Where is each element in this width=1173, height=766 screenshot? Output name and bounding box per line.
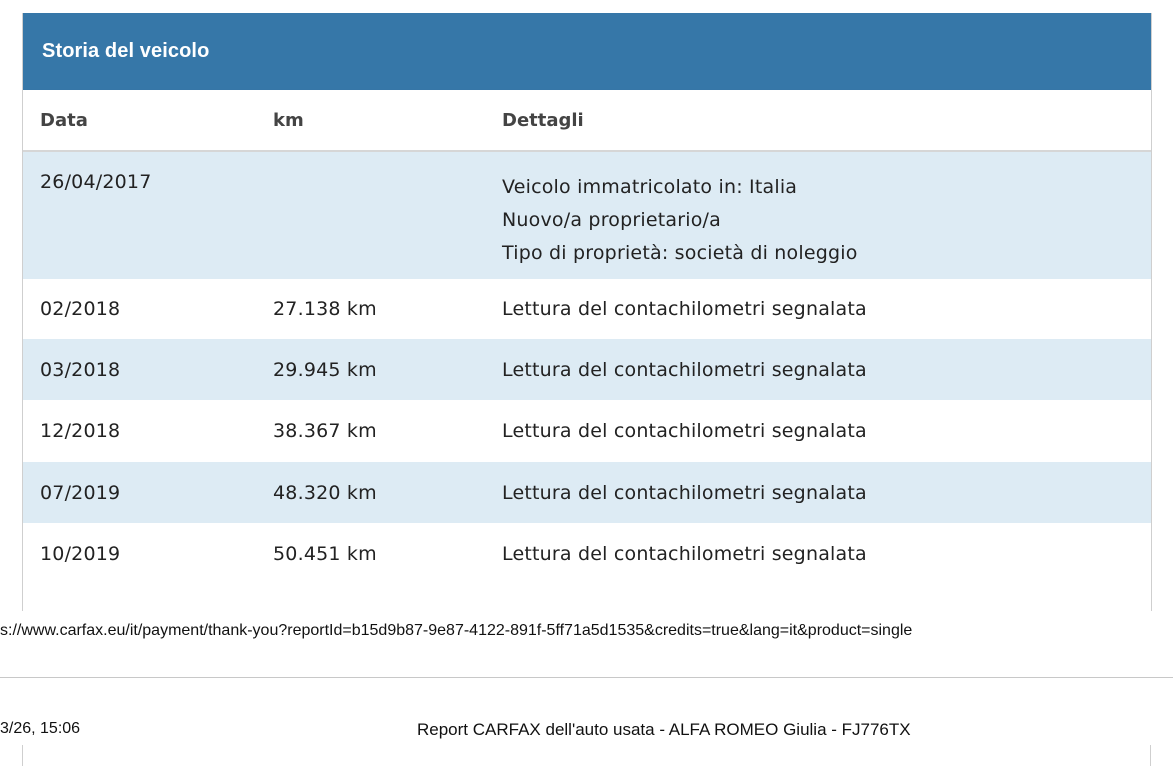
row-date: 10/2019 <box>40 542 121 565</box>
print-page-title: Report CARFAX dell'auto usata - ALFA ROMEO Giulia - FJ776TX <box>417 720 911 739</box>
row-km: 48.320 km <box>273 481 377 504</box>
row-km: 38.367 km <box>273 420 377 442</box>
row-date: 02/2018 <box>40 298 121 320</box>
table-row <box>23 400 1151 462</box>
row-details: Lettura del contachilometri segnalata <box>502 420 867 442</box>
table-row <box>23 523 1151 584</box>
print-datetime: 3/26, 15:06 <box>0 720 81 737</box>
next-card-left-border <box>22 745 23 766</box>
row-date: 07/2019 <box>40 481 121 504</box>
column-header-date: Data <box>40 109 88 131</box>
table-row <box>23 462 1151 523</box>
row-date: 26/04/2017 <box>40 171 152 193</box>
table-row <box>23 279 1151 339</box>
row-details: Lettura del contachilometri segnalata <box>502 481 867 504</box>
column-header-km: km <box>273 109 304 131</box>
row-details: Lettura del contachilometri segnalata <box>502 358 867 381</box>
detail-line: Nuovo/a proprietario/a <box>502 209 722 231</box>
table-header <box>23 90 1151 152</box>
row-details: Lettura del contachilometri segnalata <box>502 298 867 320</box>
row-km: 29.945 km <box>273 358 377 381</box>
row-km: 27.138 km <box>273 298 377 320</box>
table-row <box>23 152 1151 279</box>
print-url: s://www.carfax.eu/it/payment/thank-you?reportId=b15d9b87-9e87-4122-891f-5ff71a5d1535&credits=true&lang=it&product=single <box>0 622 913 639</box>
row-date: 03/2018 <box>40 358 121 381</box>
row-details: Lettura del contachilometri segnalata <box>502 542 867 565</box>
table-row <box>23 339 1151 400</box>
column-header-details: Dettagli <box>502 109 584 131</box>
row-date: 12/2018 <box>40 420 121 442</box>
detail-line: Tipo di proprietà: società di noleggio <box>502 242 858 264</box>
detail-line: Veicolo immatricolato in: Italia <box>502 176 798 198</box>
card-title: Storia del veicolo <box>23 13 1151 90</box>
row-km: 50.451 km <box>273 542 377 565</box>
row-details <box>502 171 1151 270</box>
page-separator <box>0 677 1173 678</box>
next-card-right-border <box>1150 745 1151 766</box>
vehicle-history-card <box>22 13 1152 611</box>
